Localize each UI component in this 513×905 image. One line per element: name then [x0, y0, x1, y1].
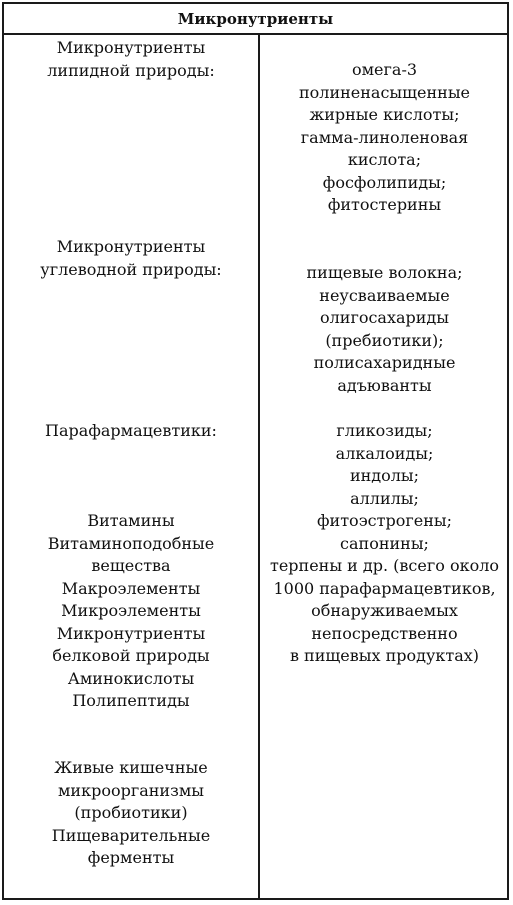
micronutrients-table — [2, 2, 509, 900]
cell-line: пищевые волокна; — [306, 263, 463, 282]
left-cell-carb — [4, 236, 258, 281]
cell-line: кислота; — [347, 150, 422, 169]
left-cell-lipid — [4, 37, 258, 82]
left-cell-probiotics — [4, 757, 258, 870]
cell-line: фитостерины — [327, 195, 442, 214]
cell-line: Микронутриенты — [56, 623, 206, 643]
cell-line: Микронутриенты — [56, 38, 206, 57]
cell-line: Макроэлементы — [61, 578, 201, 598]
left-cell-parapharm — [4, 420, 258, 443]
cell-line: микроорганизмы — [57, 780, 204, 800]
cell-line: Живые кишечные — [54, 758, 208, 777]
cell-line: Микронутриенты — [56, 237, 206, 256]
cell-line: сапонины; — [340, 533, 429, 553]
cell-line: индолы; — [349, 466, 420, 485]
cell-line: полисахаридные — [313, 353, 456, 372]
cell-line: фитоэстрогены; — [317, 511, 452, 530]
cell-line: адъюванты — [337, 375, 432, 395]
cell-line: 1000 парафармацевтиков, — [273, 578, 496, 598]
cell-line: полиненасыщенные — [298, 82, 471, 102]
cell-line: вещества — [91, 556, 171, 575]
cell-line: неусваиваемые — [319, 285, 450, 305]
cell-line: гликозиды; — [336, 421, 433, 440]
cell-line: фосфолипиды; — [322, 172, 447, 192]
cell-line: Микроэлементы — [61, 601, 201, 620]
cell-line: олигосахариды — [319, 308, 450, 327]
cell-line: жирные кислоты; — [309, 105, 460, 124]
cell-line: углеводной природы: — [40, 259, 222, 279]
cell-line: (пребиотики); — [325, 330, 444, 350]
cell-line: Аминокислоты — [67, 668, 195, 688]
cell-line: липидной природы: — [47, 60, 215, 80]
cell-line: в пищевых продуктах) — [289, 646, 480, 665]
cell-line: обнаруживаемых — [311, 601, 458, 620]
cell-line: аллилы; — [350, 488, 419, 508]
left-cell-vitamins — [4, 510, 258, 713]
cell-line: непосредственно — [311, 623, 458, 643]
cell-line: Парафармацевтики: — [45, 421, 217, 440]
cell-line: Витамины — [87, 511, 175, 530]
right-cell-parapharm — [260, 420, 509, 668]
cell-line: Полипептиды — [72, 691, 190, 710]
cell-line: ферменты — [87, 848, 175, 867]
cell-line: терпены и др. (всего около — [269, 556, 500, 575]
cell-line: Витаминоподобные — [47, 533, 215, 553]
right-cell-carb — [260, 262, 509, 397]
cell-line: алкалоиды; — [335, 443, 434, 463]
cell-line: гамма-линоленовая — [300, 127, 469, 147]
right-cell-lipid — [260, 59, 509, 217]
table-title: Микронутриенты — [4, 4, 507, 35]
cell-line: белковой природы — [52, 646, 210, 665]
cell-line: (пробиотики) — [74, 803, 188, 822]
cell-line: омега-3 — [351, 60, 418, 79]
cell-line: Пищеварительные — [51, 825, 211, 845]
